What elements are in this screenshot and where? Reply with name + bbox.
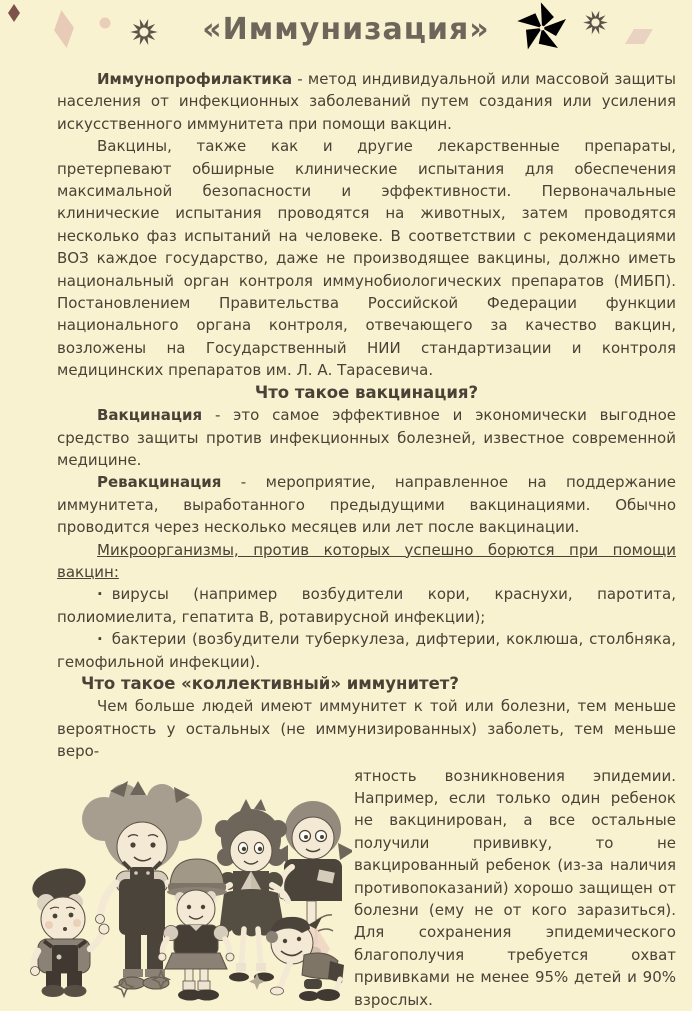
bullet-icon: · xyxy=(97,630,103,649)
paragraph-text: - метод индивидуальной или массовой защиты населения от инфекционных заболеваний путем создания или усиления искусственного иммунитета при помощи вакцин. xyxy=(57,70,676,133)
term-vaccination: Вакцинация xyxy=(97,406,203,425)
paragraph-text: - это самое эффективное и экономически выгодное средство защиты против инфекционных болезней, известное современной медицине. xyxy=(57,406,676,469)
paragraph-revaccination xyxy=(57,471,676,538)
sunburst-star-icon xyxy=(582,9,609,36)
illustrated-section xyxy=(0,763,692,1011)
heading-what-is-vaccination: Что такое вакцинация? xyxy=(254,382,479,402)
bullet-item-bacteria xyxy=(57,628,676,673)
paragraph-vaccination xyxy=(57,404,676,471)
pink-parallelogram-icon xyxy=(625,29,653,45)
bullet-text: вирусы (например возбудители кори, краснухи, паротита, полиомиелита, гепатита В, ротавирусной инфекции); xyxy=(57,585,676,626)
heading-collective-immunity: Что такое «коллективный» иммунитет? xyxy=(81,673,459,693)
list-intro-microorganisms xyxy=(57,539,676,584)
term-immunoprophylaxis: Иммунопрофилактика xyxy=(97,70,293,88)
bullet-item-viruses xyxy=(57,583,676,628)
paragraph-immunoprophylaxis xyxy=(57,68,676,135)
paragraph-vaccine-trials: Вакцины, также как и другие лекарственные препараты, претерпевают обширные клинические испытания для обеспечения максимальной безопасности и эффективности. Первоначальные клинические испытания проводятся на животных, затем проводятся несколько фаз испытаний на человеке. В соответствии с рекомендациями ВОЗ каждое государство, даже не производящее вакцины, должно иметь национальный орган контроля иммунобиологических препаратов (МИБП). Постановлением Правительства Российской Федерации функции национального органа контроля, отвечающего за качество вакцин, возложены на Государственный НИИ стандартизации и контроля медицинских препаратов им. Л. А. Тарасевича. xyxy=(57,137,676,380)
children-illustration xyxy=(4,765,352,1002)
child-boy-crawling xyxy=(266,914,344,1000)
header xyxy=(0,0,692,64)
paragraph-herd-immunity-intro: Чем больше людей имеют иммунитет к той или болезни, тем меньше вероятность у остальных (не иммунизированных) заболеть, тем меньше веро- xyxy=(57,697,676,761)
page-title: «Иммунизация» xyxy=(202,12,490,47)
bullet-icon: · xyxy=(97,585,103,604)
term-revaccination: Ревакцинация xyxy=(97,473,222,492)
paragraph-herd-immunity-wrapped: ятность возникновения эпидемии. Например, если только один ребенок не вакцинирован, а все остальные получили прививку, то не вакцированный ребенок (из-за наличия противопоказаний) хорошо защищен от болезни (ему не от кого заразиться). Для сохранения эпидемического благополучия требуется охват прививками не менее 95% детей и 90% взрослых. xyxy=(354,766,676,1009)
paragraph-text: - мероприятие, направленное на поддержание иммунитета, выработанного предыдущими вакцинациями. Обычно проводится через несколько месяцев или лет после вакцинации. xyxy=(57,473,676,537)
child-toddler-cap xyxy=(29,863,109,996)
document-body xyxy=(0,64,692,763)
underlined-text: Микроорганизмы, против которых успешно борются при помощи вакцин: xyxy=(57,540,676,581)
pinwheel-icon xyxy=(516,2,568,54)
bullet-text: бактерии (возбудители туберкулеза, дифтерии, коклюша, столбняка, гемофильной инфекции). xyxy=(57,630,676,671)
